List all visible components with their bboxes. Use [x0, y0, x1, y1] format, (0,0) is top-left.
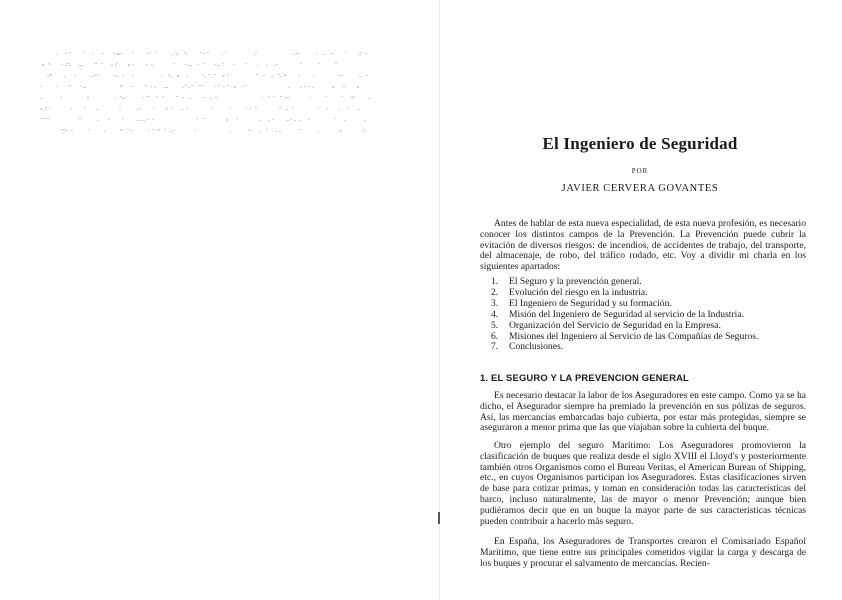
bleed-speck	[317, 107, 319, 108]
bleed-speck	[56, 54, 58, 55]
bleed-speck	[87, 98, 89, 99]
bleed-speck	[83, 52, 85, 53]
bleed-speck	[42, 65, 44, 66]
bleed-speck	[170, 131, 172, 132]
bleed-speck	[316, 53, 318, 54]
bleed-speck	[148, 96, 150, 97]
bleed-speck	[333, 86, 335, 87]
bleed-speck	[132, 64, 134, 65]
bleed-speck	[132, 75, 134, 76]
bleed-speck	[268, 120, 270, 121]
bleed-speck	[168, 74, 170, 75]
bleed-speck	[236, 118, 238, 119]
bleed-speck	[114, 98, 116, 99]
bleed-speck	[166, 109, 168, 110]
bleed-speck	[317, 131, 319, 132]
bleed-speck	[256, 74, 258, 75]
bleed-speck	[120, 86, 122, 87]
bleed-speck	[69, 52, 71, 53]
bleed-speck	[164, 87, 166, 88]
section-paragraph-2: Otro ejemplo del seguro Marítimo: Los Aseguradores promovieron la clasificación de buques que realiza desde el siglo XVIII el Lloyd's y posteriormente también otros Organismos como el Bureau Veritas, el American Bureau of Shipping, etc., en cuyos Organismos participan los Aseguradores. Estas clasificaciones sirven de base para cotizar primas, y toman en consideración todas las características del barco, incluso naturalmente, las de mayor o menor Prevención; aunque bien pudiéramos decir que en un buque la mayor parte de sus características técnicas pueden contribuir a hacerlo más seguro.	[480, 440, 806, 527]
bleed-speck	[164, 129, 166, 130]
bleed-speck	[155, 52, 157, 53]
bleed-speck	[108, 119, 110, 120]
bleed-speck	[45, 109, 47, 110]
bleed-speck	[245, 63, 247, 64]
bleed-speck	[273, 65, 275, 66]
bleed-speck	[49, 75, 51, 76]
bleed-speck	[222, 76, 224, 77]
bleed-speck	[115, 65, 117, 66]
bleed-speck	[122, 98, 124, 99]
bleed-speck	[365, 53, 367, 54]
outline-item: 4. Misión del Ingeniero de Seguridad al servicio de la Industria.	[491, 308, 744, 320]
bleed-speck	[128, 64, 130, 65]
bleed-speck	[47, 76, 49, 77]
bleed-speck	[120, 53, 122, 54]
article-title: El Ingeniero de Seguridad	[542, 134, 738, 153]
bleed-speck	[181, 109, 183, 110]
bleed-speck	[276, 64, 278, 65]
bleed-speck	[290, 119, 292, 120]
bleed-speck	[152, 119, 154, 120]
bleed-speck	[309, 97, 311, 98]
bleed-speck	[227, 74, 229, 75]
bleed-speck	[353, 97, 355, 98]
bleed-speck	[172, 54, 174, 55]
bleed-speck	[273, 96, 275, 97]
bleed-speck	[245, 107, 247, 108]
bleed-speck	[47, 118, 49, 119]
bleed-speck	[80, 86, 82, 87]
article-author: JAVIER CERVERA GOVANTES	[561, 183, 719, 194]
bleed-speck	[332, 87, 334, 88]
bleed-speck	[222, 63, 224, 64]
bleed-speck	[203, 97, 205, 98]
bleed-speck	[214, 86, 216, 87]
bleed-speck	[121, 130, 123, 131]
bleed-speck	[233, 86, 235, 87]
bleed-speck	[297, 53, 299, 54]
bleed-speck	[366, 75, 368, 76]
bleed-speck	[229, 108, 231, 109]
bleed-speck	[208, 74, 210, 75]
bleed-speck	[188, 87, 190, 88]
bleed-speck	[170, 76, 172, 77]
bleed-speck	[259, 131, 261, 132]
bleed-speck	[182, 87, 184, 88]
bleed-speck	[249, 108, 251, 109]
bleed-speck	[250, 130, 252, 131]
bleed-speck	[157, 130, 159, 131]
bleed-speck	[244, 85, 246, 86]
bleed-speck	[295, 53, 297, 54]
bleed-speck	[368, 98, 370, 99]
bleed-speck	[74, 75, 76, 76]
bleed-speck	[203, 118, 205, 119]
bleed-speck	[70, 108, 72, 109]
bleed-speck	[131, 86, 133, 87]
bleed-speck	[150, 86, 152, 87]
bleed-speck	[326, 108, 328, 109]
bleed-speck	[186, 76, 188, 77]
bleed-speck	[65, 130, 67, 131]
bleed-speck	[64, 76, 66, 77]
bleed-speck	[130, 130, 132, 131]
bleed-speck	[142, 97, 144, 98]
bleed-speck	[202, 85, 204, 86]
bleed-speck	[347, 107, 349, 108]
bleed-speck	[90, 76, 92, 77]
bleed-speck	[147, 53, 149, 54]
bleed-speck	[45, 107, 47, 108]
bleed-speck	[176, 96, 178, 97]
bleed-speck	[79, 118, 81, 119]
bleed-speck	[98, 75, 100, 76]
bleed-speck	[215, 97, 217, 98]
bleed-speck	[255, 52, 257, 53]
bleed-speck	[280, 96, 282, 97]
section-paragraph-1: Es necesario destacar la labor de los Aseguradores en este campo. Como ya se ha dicho, el Asegurador siempre ha premiado la prevención en sus pólizas de seguros. Así, las mercancías embarcadas bajo cubierta, por estar más protegidas, siempre se aseguraron a menor prima que las que viajaban sobre la cubierta del buque.	[480, 390, 806, 434]
bleed-speck	[300, 87, 302, 88]
bleed-speck	[173, 130, 175, 131]
bleed-speck	[203, 53, 205, 54]
bleed-speck	[266, 65, 268, 66]
bleed-speck	[186, 108, 188, 109]
bleed-speck	[87, 96, 89, 97]
bleed-speck	[56, 86, 58, 87]
bleed-speck	[210, 98, 212, 99]
bleed-speck	[156, 96, 158, 97]
bleed-speck	[147, 119, 149, 120]
bleed-speck	[40, 86, 42, 87]
bleed-speck	[61, 64, 63, 65]
bleed-speck	[132, 52, 134, 53]
bleed-speck	[84, 107, 86, 108]
bleed-speck	[190, 65, 192, 66]
bleed-speck	[279, 107, 281, 108]
bleed-speck	[139, 108, 141, 109]
bleed-speck	[175, 52, 177, 53]
bleed-speck	[253, 54, 255, 55]
bleed-speck	[137, 109, 139, 110]
bleed-speck	[234, 87, 236, 88]
bleed-speck	[275, 131, 277, 132]
bleed-speck	[140, 120, 142, 121]
bleed-speck	[96, 109, 98, 110]
bleed-speck	[313, 75, 315, 76]
bleed-speck	[214, 74, 216, 75]
bleed-speck	[65, 65, 67, 66]
bleed-speck	[97, 120, 99, 121]
bleed-speck	[299, 129, 301, 130]
bleed-speck	[104, 131, 106, 132]
bleed-speck	[111, 64, 113, 65]
bleed-speck	[308, 119, 310, 120]
bleed-speck	[145, 85, 147, 86]
bleed-speck	[272, 119, 274, 120]
bleed-speck	[102, 53, 104, 54]
bleed-speck	[339, 75, 341, 76]
bleed-speck	[137, 120, 139, 121]
bleed-speck	[344, 120, 346, 121]
outline-item: 6. Misiones del Ingeniero al Servicio de las Compañías de Seguros.	[491, 330, 759, 342]
bleed-speck	[149, 52, 151, 53]
bleed-speck	[153, 108, 155, 109]
bleed-speck	[255, 107, 257, 108]
bleed-speck	[225, 52, 227, 53]
bleed-speck	[204, 76, 206, 77]
bleed-speck	[143, 120, 145, 121]
outline-item: 5. Organización del Servicio de Seguridad en la Empresa.	[491, 319, 721, 331]
bleed-speck	[292, 107, 294, 108]
bleed-speck	[161, 75, 163, 76]
bleed-speck	[280, 76, 282, 77]
bleed-speck	[218, 65, 220, 66]
bleed-speck	[287, 97, 289, 98]
bleed-speck	[94, 63, 96, 64]
bleed-speck	[363, 129, 365, 130]
bleed-speck	[334, 118, 336, 119]
bleed-speck	[203, 63, 205, 64]
bleed-speck	[40, 98, 42, 99]
bleed-speck	[259, 120, 261, 121]
bleed-speck	[304, 86, 306, 87]
bleed-speck	[41, 109, 43, 110]
bleed-speck	[93, 75, 95, 76]
bleed-speck	[92, 53, 94, 54]
bleed-speck	[185, 64, 187, 65]
bleed-speck	[257, 65, 259, 66]
bleed-speck	[214, 64, 216, 65]
bleed-speck	[233, 64, 235, 65]
bleed-speck	[359, 54, 361, 55]
bleed-speck	[83, 87, 85, 88]
section-heading: 1. EL SEGURO Y LA PREVENCION GENERAL	[480, 372, 689, 383]
bleed-speck	[101, 63, 103, 64]
bleed-speck	[278, 74, 280, 75]
bleed-speck	[279, 131, 281, 132]
bleed-speck	[308, 86, 310, 87]
bleed-speck	[223, 86, 225, 87]
bleed-speck	[300, 63, 302, 64]
bleed-speck	[40, 118, 42, 119]
bleed-speck	[122, 75, 124, 76]
bleed-speck	[196, 118, 198, 119]
bleed-speck	[339, 131, 341, 132]
bleed-speck	[113, 75, 115, 76]
bleed-speck	[351, 96, 353, 97]
bleed-speck	[171, 107, 173, 108]
bleed-speck	[173, 63, 175, 64]
bleed-speck	[207, 52, 209, 53]
bleed-speck	[241, 86, 243, 87]
bleed-speck	[189, 98, 191, 99]
bleed-speck	[362, 131, 364, 132]
bleed-speck	[299, 120, 301, 121]
bleed-speck	[298, 75, 300, 76]
intro-paragraph: Antes de hablar de esta nueva especialidad, de esta nueva profesión, es necesario conocer los distintos campos de la Prevención. La Prevención puede cubrir la evitación de diversos riesgos: de incendios, de accidentes de trabajo, del transporte, del almacenaje, de robo, del tráfico rodado, etc. Voy a dividir mi charla en los siguientes apartados:	[480, 218, 806, 273]
bleed-speck	[116, 63, 118, 64]
bleed-speck	[116, 76, 118, 77]
bleed-speck	[124, 97, 126, 98]
bleed-speck	[226, 120, 228, 121]
by-label: POR	[631, 167, 649, 175]
bleed-speck	[176, 54, 178, 55]
bleed-speck	[335, 63, 337, 64]
bleed-speck	[318, 63, 320, 64]
bleed-speck	[182, 97, 184, 98]
bleed-speck	[227, 85, 229, 86]
bleed-speck	[284, 97, 286, 98]
outline-item: 2. Evolución del riesgo en la industria.	[491, 286, 648, 298]
bleed-speck	[200, 52, 202, 53]
bleed-speck	[266, 129, 268, 130]
bleed-speck	[60, 97, 62, 98]
bleed-speck	[148, 130, 150, 131]
bleed-speck	[364, 120, 366, 121]
bleed-speck	[263, 75, 265, 76]
bleed-speck	[44, 118, 46, 119]
bleed-speck	[146, 64, 148, 65]
bleed-speck	[197, 64, 199, 65]
bleed-speck	[286, 120, 288, 121]
bleed-speck	[341, 96, 343, 97]
bleed-speck	[199, 85, 201, 86]
section-paragraph-3: En España, los Aseguradores de Transportes crearon el Comisariado Español Marítimo, que tiene entre sus principales cometidos vigilar la carga y descarga de los buques y procurar el salvamento de mercancías. Recien-	[480, 536, 806, 569]
bleed-speck	[323, 54, 325, 55]
outline-item: 7. Conclusiones.	[491, 341, 564, 353]
bleed-speck	[341, 75, 343, 76]
bleed-speck	[154, 87, 156, 88]
bleed-speck	[49, 108, 51, 109]
bleed-speck	[177, 76, 179, 77]
bleed-speck	[268, 96, 270, 97]
bleed-speck	[345, 52, 347, 53]
bleed-speck	[194, 130, 196, 131]
bleed-speck	[49, 64, 51, 65]
bleed-speck	[312, 87, 314, 88]
bleed-speck	[292, 54, 294, 55]
bleed-speck	[185, 85, 187, 86]
bleed-speck	[95, 74, 97, 75]
bleed-speck	[359, 76, 361, 77]
bleed-speck	[162, 96, 164, 97]
bleed-through-text	[40, 50, 380, 140]
bleed-speck	[218, 85, 220, 86]
bleed-speck	[127, 129, 129, 130]
bleed-speck	[65, 53, 67, 54]
bleed-speck	[151, 65, 153, 66]
bleed-speck	[191, 85, 193, 86]
bleed-speck	[288, 87, 290, 88]
bleed-speck	[67, 63, 69, 64]
bleed-speck	[61, 129, 63, 130]
bleed-speck	[211, 107, 213, 108]
bleed-speck	[202, 74, 204, 75]
outline-list	[491, 277, 758, 353]
bleed-speck	[294, 120, 296, 121]
bleed-speck	[88, 129, 90, 130]
bleed-speck	[69, 65, 71, 66]
outline-item: 1. El Seguro y la prevención general.	[491, 276, 642, 287]
bleed-speck	[357, 87, 359, 88]
bleed-speck	[128, 65, 130, 66]
bleed-speck	[186, 54, 188, 55]
bleed-speck	[166, 87, 168, 88]
bleed-speck	[331, 53, 333, 54]
bleed-speck	[152, 129, 154, 130]
bleed-speck	[360, 52, 362, 53]
bleed-speck	[165, 107, 167, 108]
bleed-speck	[286, 109, 288, 110]
bleed-speck	[71, 130, 73, 131]
bleed-speck	[188, 65, 190, 66]
bleed-speck	[184, 52, 186, 53]
bleed-speck	[69, 85, 71, 86]
bleed-speck	[325, 96, 327, 97]
bleed-speck	[118, 54, 120, 55]
bleed-speck	[343, 86, 345, 87]
bleed-speck	[81, 65, 83, 66]
outline-item: 3. El Ingeniero de Seguridad y su formación.	[491, 297, 672, 309]
bleed-speck	[221, 54, 223, 55]
bleed-speck	[271, 76, 273, 77]
bleed-speck	[284, 75, 286, 76]
bleed-speck	[119, 109, 121, 110]
bleed-speck	[120, 96, 122, 97]
bleed-speck	[79, 65, 81, 66]
bleed-speck	[229, 131, 231, 132]
bleed-speck	[122, 118, 124, 119]
bleed-speck	[338, 109, 340, 110]
bleed-speck	[358, 109, 360, 110]
bleed-speck	[261, 97, 263, 98]
bleed-speck	[113, 53, 115, 54]
